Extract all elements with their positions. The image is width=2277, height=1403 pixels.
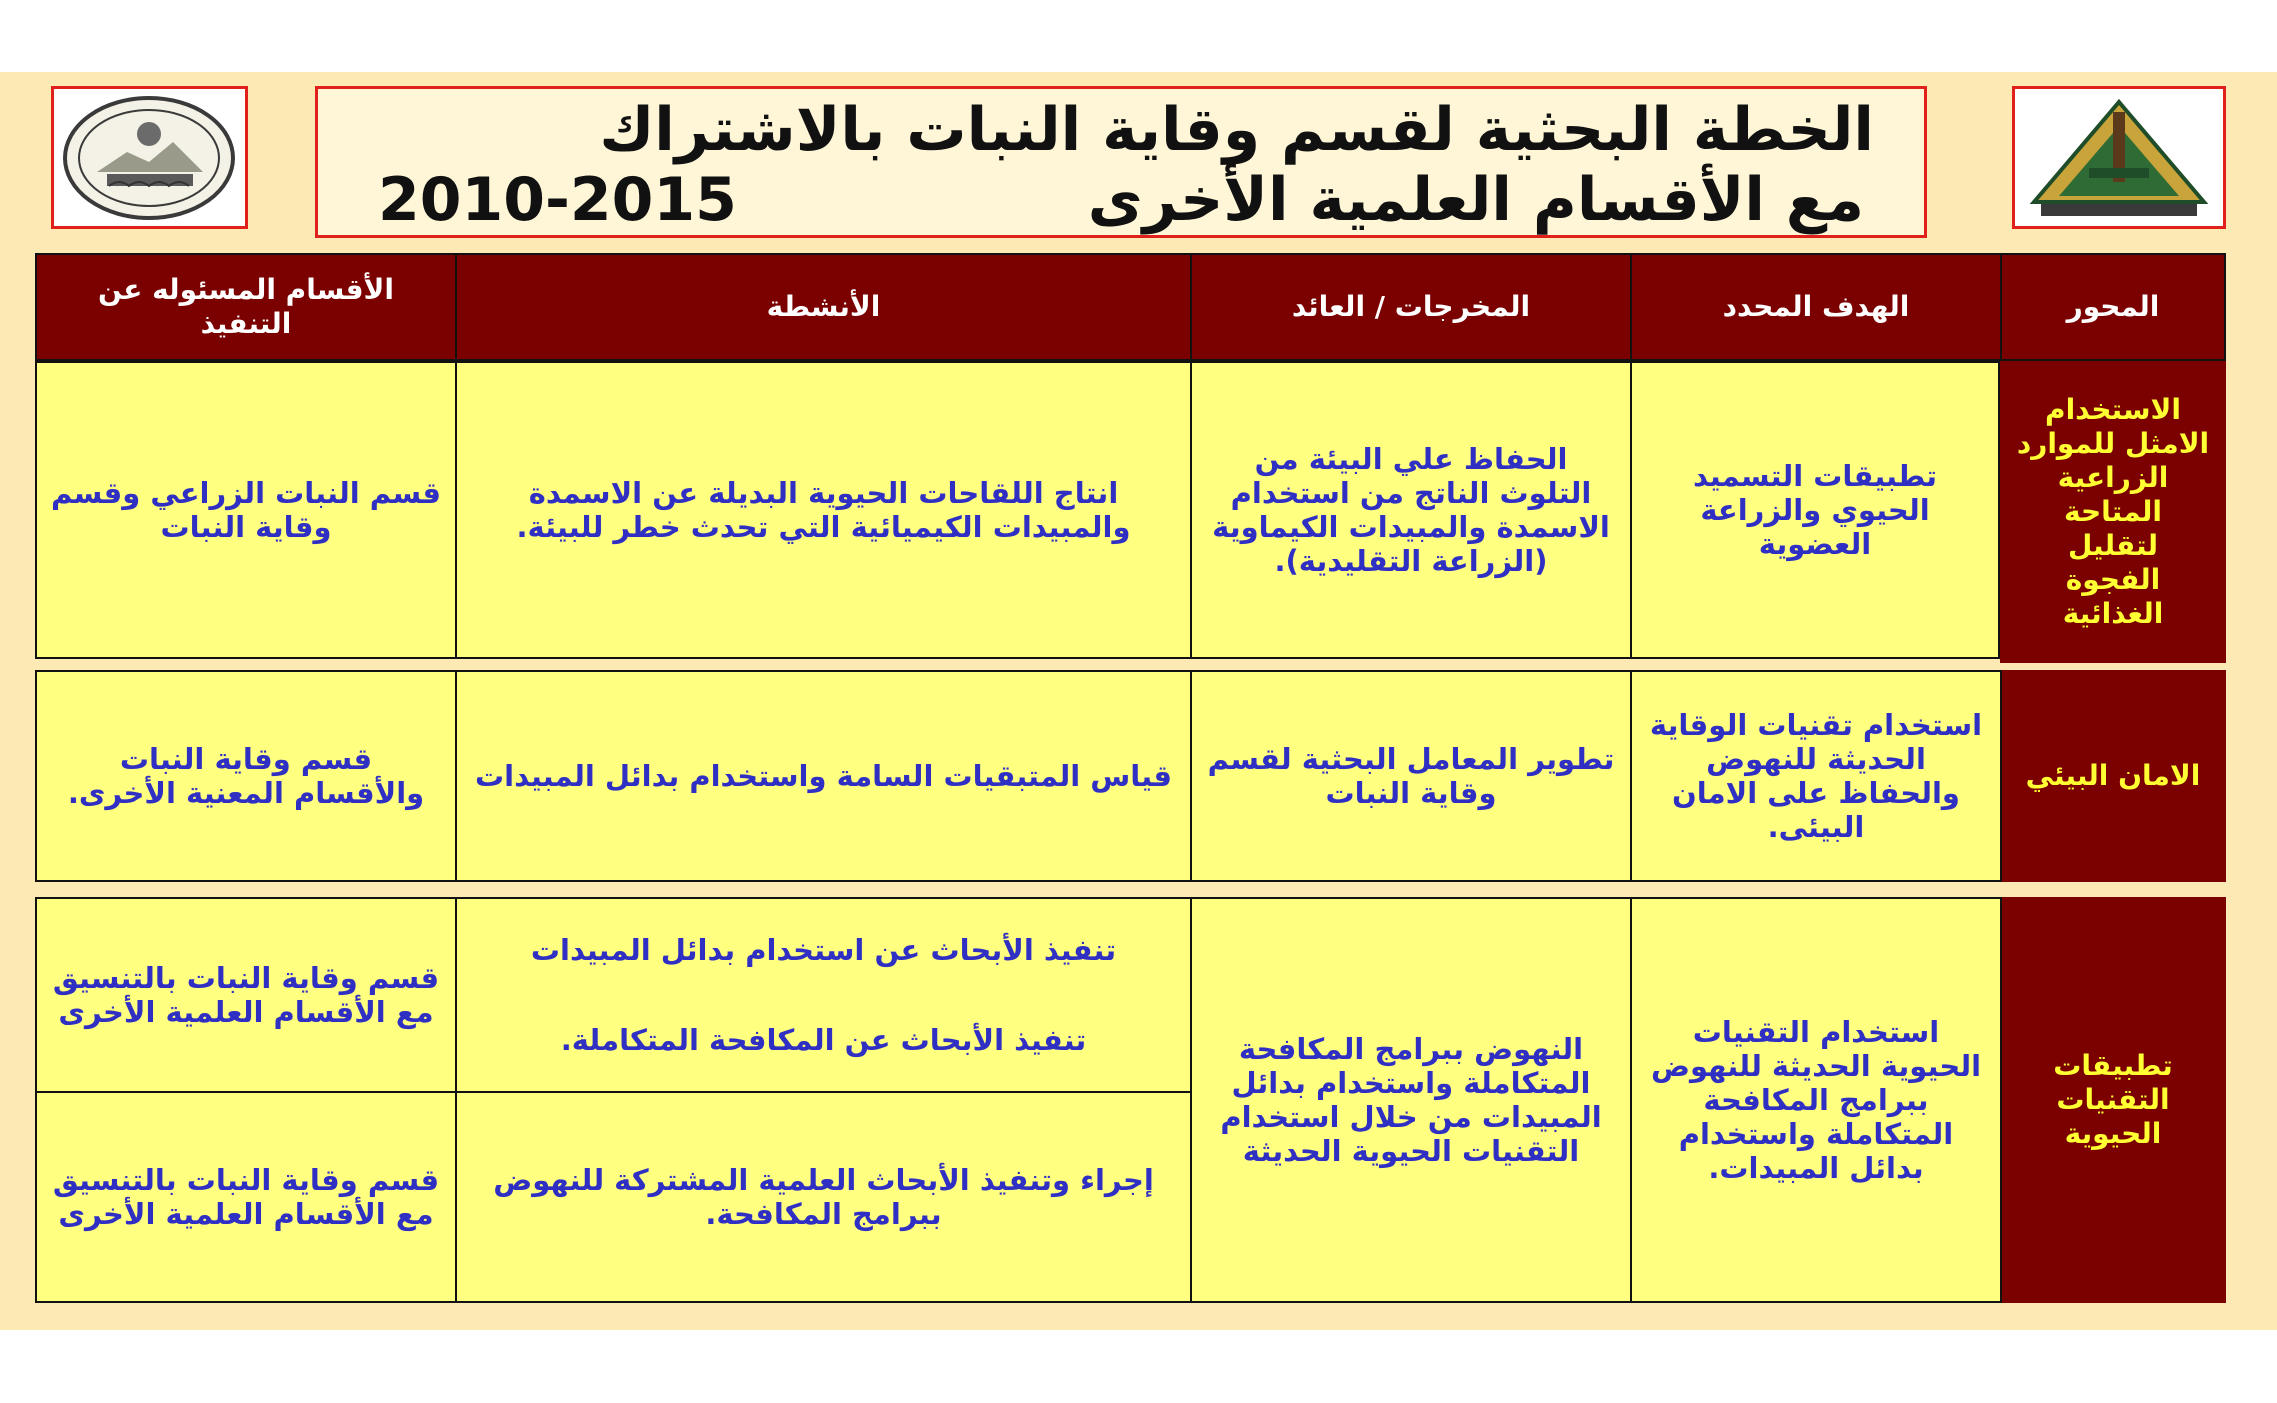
row1-activities: انتاج اللقاحات الحيوية البديلة عن الاسمدة والمبيدات الكيميائية التي تحدث خطر للبيئة. (455, 361, 1192, 659)
title-years: 2010-2015 (378, 165, 737, 235)
row3-axis: تطبيقات التقنيات الحيوية (2000, 897, 2226, 1303)
row2-axis: الامان البيئي (2000, 670, 2226, 882)
row1-departments: قسم النبات الزراعي وقسم وقاية النبات (35, 361, 457, 659)
row3-activity-2: تنفيذ الأبحاث عن المكافحة المتكاملة. (560, 1023, 1087, 1057)
row3-departments-a: قسم وقاية النبات بالتنسيق مع الأقسام العلمية الأخرى (35, 897, 457, 1093)
title-line-2: مع الأقسام العلمية الأخرى (1087, 165, 1864, 235)
header-departments: الأقسام المسئوله عن التنفيذ (35, 253, 457, 361)
row2-departments: قسم وقاية النبات والأقسام المعنية الأخرى. (35, 670, 457, 882)
row3-activity-1: تنفيذ الأبحاث عن استخدام بدائل المبيدات (530, 933, 1117, 967)
row2-goal: استخدام تقنيات الوقاية الحديثة للنهوض والحفاظ على الامان البيئى. (1630, 670, 2002, 882)
faculty-logo (51, 86, 248, 229)
title-frame (315, 86, 1927, 238)
row2-outputs: تطوير المعامل البحثية لقسم وقاية النبات (1190, 670, 1632, 882)
row1-goal: تطبيقات التسميد الحيوي والزراعة العضوية (1630, 361, 2000, 659)
faculty-emblem-icon (57, 92, 242, 224)
row3-departments-b: قسم وقاية النبات بالتنسيق مع الأقسام العلمية الأخرى (35, 1091, 457, 1303)
header-outputs: المخرجات / العائد (1190, 253, 1632, 361)
header-activities: الأنشطة (455, 253, 1192, 361)
row1-axis: الاستخدام الامثل للموارد الزراعية المتاحة لتقليل الفجوة الغذائية (2000, 361, 2226, 663)
row3-outputs: النهوض ببرامج المكافحة المتكاملة واستخدام بدائل المبيدات من خلال استخدام التقنيات الحيوية الحديثة (1190, 897, 1632, 1303)
row3-activities-a (455, 897, 1192, 1093)
university-emblem-icon (2019, 92, 2219, 224)
header-goal: الهدف المحدد (1630, 253, 2002, 361)
row2-activities: قياس المتبقيات السامة واستخدام بدائل المبيدات (455, 670, 1192, 882)
header-axis: المحور (2000, 253, 2226, 361)
row1-outputs: الحفاظ علي البيئة من التلوث الناتج من استخدام الاسمدة والمبيدات الكيماوية (الزراعة التقليدية). (1190, 361, 1632, 659)
row3-goal: استخدام التقنيات الحيوية الحديثة للنهوض ببرامج المكافحة المتكاملة واستخدام بدائل المبيدات. (1630, 897, 2002, 1303)
title-line-1: الخطة البحثية لقسم وقاية النبات بالاشتراك (599, 95, 1874, 165)
row3-activities-b: إجراء وتنفيذ الأبحاث العلمية المشتركة للنهوض ببرامج المكافحة. (455, 1091, 1192, 1303)
university-logo (2012, 86, 2226, 229)
